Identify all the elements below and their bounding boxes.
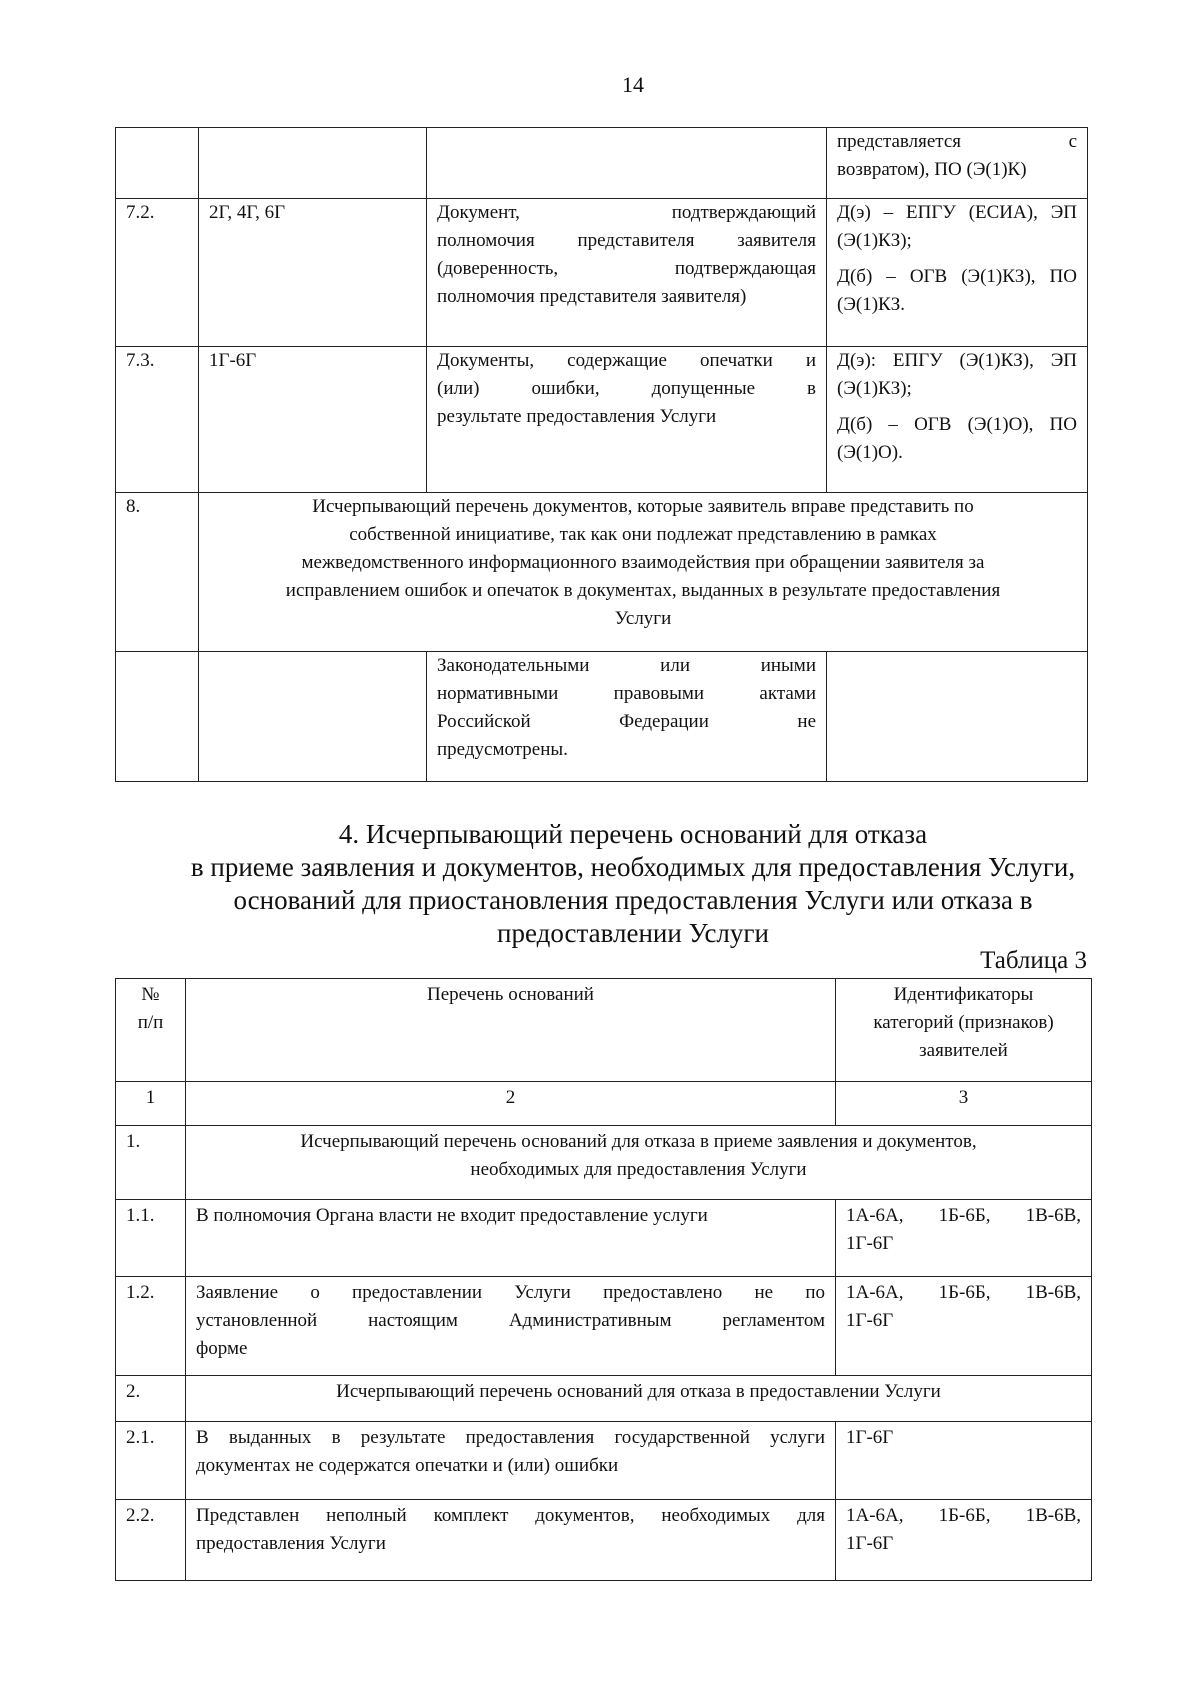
- document-cell: [427, 128, 827, 199]
- table-row: [116, 1277, 1092, 1376]
- applicant-codes-cell: [199, 128, 427, 199]
- text-line: (Э(1)КЗ.: [837, 294, 905, 315]
- header-text: категорий (признаков): [873, 1012, 1054, 1033]
- text-line: Д(б) – ОГВ (Э(1)КЗ), ПО: [837, 266, 1077, 287]
- column-number-row: [116, 1082, 1092, 1126]
- text-line: В выданных в результате предоставления государственной услуги: [196, 1427, 825, 1448]
- column-number-cell: 3: [836, 1082, 1092, 1126]
- text-line: В полномочия Органа власти не входит предоставление услуги: [196, 1205, 708, 1226]
- submission-method-cell: [827, 199, 1088, 347]
- header-row: [116, 979, 1092, 1082]
- identifiers-cell: [836, 1200, 1092, 1277]
- text-line: полномочия представителя заявителя: [437, 230, 816, 251]
- text-line: Представлен неполный комплект документов, необходимых для: [196, 1505, 825, 1526]
- row-number-cell: 1.1.: [116, 1200, 186, 1277]
- text-line: Законодательными или иными: [437, 655, 816, 676]
- header-grounds-cell: Перечень оснований: [186, 979, 836, 1082]
- table-row: [116, 652, 1088, 782]
- text-line: (Э(1)КЗ);: [837, 378, 912, 399]
- table-row: [116, 1500, 1092, 1581]
- section-title-cell: [186, 1126, 1092, 1200]
- grounds-cell: [186, 1500, 836, 1581]
- header-text: №: [141, 984, 160, 1005]
- text-line: предоставления Услуги: [196, 1533, 386, 1554]
- text-line: форме: [196, 1338, 248, 1359]
- text-line: Исчерпывающий перечень оснований для отказа в приеме заявления и документов,: [300, 1131, 977, 1152]
- submission-method-cell: [827, 652, 1088, 782]
- document-cell: [427, 652, 827, 782]
- row-number-cell: 8.: [116, 493, 199, 652]
- text-line: Исчерпывающий перечень оснований для отказа в предоставлении Услуги: [336, 1381, 941, 1402]
- heading-line: предоставлении Услуги: [497, 918, 769, 948]
- header-text: заявителей: [919, 1040, 1008, 1061]
- heading-line: 4. Исчерпывающий перечень оснований для отказа: [338, 819, 928, 849]
- text-line: результате предоставления Услуги: [437, 406, 717, 427]
- header-text: п/п: [137, 1012, 164, 1033]
- text-line: Д(б) – ОГВ (Э(1)О), ПО: [837, 414, 1077, 435]
- text-line: 1Г-6Г: [846, 1310, 894, 1331]
- identifiers-cell: [836, 1500, 1092, 1581]
- text-line: 1А-6А, 1Б-6Б, 1В-6В,: [846, 1282, 1081, 1303]
- text-line: нормативными правовыми актами: [437, 683, 816, 704]
- text-line: 1Г-6Г: [846, 1533, 894, 1554]
- text-line: 1А-6А, 1Б-6Б, 1В-6В,: [846, 1205, 1081, 1226]
- row-number-cell: 1.: [116, 1126, 186, 1200]
- row-number-cell: [116, 652, 199, 782]
- page-number: 14: [622, 72, 644, 97]
- table-caption: Таблица 3: [980, 947, 1087, 974]
- heading-line: оснований для приостановления предоставления Услуги или отказа в: [233, 885, 1033, 915]
- submission-method-cell: [827, 347, 1088, 493]
- section-title-cell: [199, 493, 1088, 652]
- submission-method-cell: [827, 128, 1088, 199]
- row-number-cell: 7.2.: [116, 199, 199, 347]
- text-line: необходимых для предоставления Услуги: [470, 1159, 807, 1180]
- row-number-cell: 7.3.: [116, 347, 199, 493]
- applicant-codes-cell: 2Г, 4Г, 6Г: [199, 199, 427, 347]
- header-text: Идентификаторы: [893, 984, 1034, 1005]
- document-cell: [427, 199, 827, 347]
- text-line: полномочия представителя заявителя): [437, 286, 747, 307]
- text-line: Д(э): ЕПГУ (Э(1)КЗ), ЭП: [837, 350, 1077, 371]
- refusal-grounds-table: [115, 978, 1092, 1581]
- text-line: представляется с: [837, 131, 1077, 152]
- applicant-codes-cell: [199, 652, 427, 782]
- section-row: [116, 1126, 1092, 1200]
- text-line: установленной настоящим Административным регламентом: [196, 1310, 825, 1331]
- column-number-cell: 2: [186, 1082, 836, 1126]
- text-line: предусмотрены.: [437, 739, 568, 760]
- identifiers-cell: [836, 1422, 1092, 1500]
- header-num-cell: [116, 979, 186, 1082]
- row-number-cell: 2.1.: [116, 1422, 186, 1500]
- text-line: исправлением ошибок и опечаток в документах, выданных в результате предоставления: [285, 580, 1001, 601]
- heading-line: в приеме заявления и документов, необходимых для предоставления Услуги,: [190, 852, 1076, 882]
- row-number-cell: 2.2.: [116, 1500, 186, 1581]
- text-line: 1Г-6Г: [846, 1233, 894, 1254]
- row-number-cell: 1.2.: [116, 1277, 186, 1376]
- identifiers-cell: [836, 1277, 1092, 1376]
- section-title-cell: [186, 1376, 1092, 1422]
- text-line: 1А-6А, 1Б-6Б, 1В-6В,: [846, 1505, 1081, 1526]
- text-line: (доверенность, подтверждающая: [437, 258, 816, 279]
- text-line: Российской Федерации не: [437, 711, 816, 732]
- text-line: возвратом), ПО (Э(1)К): [837, 159, 1027, 180]
- row-number-cell: 2.: [116, 1376, 186, 1422]
- grounds-cell: [186, 1200, 836, 1277]
- grounds-cell: [186, 1277, 836, 1376]
- section-row: [116, 493, 1088, 652]
- table-row: [116, 1422, 1092, 1500]
- text-line: (или) ошибки, допущенные в: [437, 378, 816, 399]
- text-line: собственной инициативе, так как они подлежат представлению в рамках: [349, 524, 937, 545]
- text-line: Документы, содержащие опечатки и: [437, 350, 816, 371]
- text-line: документах не содержатся опечатки и (или) ошибки: [196, 1455, 619, 1476]
- table-row: [116, 199, 1088, 347]
- text-line: 1Г-6Г: [846, 1427, 894, 1448]
- text-line: Заявление о предоставлении Услуги предоставлено не по: [196, 1282, 825, 1303]
- grounds-cell: [186, 1422, 836, 1500]
- documents-table: [115, 127, 1088, 782]
- column-number-cell: 1: [116, 1082, 186, 1126]
- section-row: [116, 1376, 1092, 1422]
- section-heading: [0, 818, 1200, 950]
- text-line: (Э(1)О).: [837, 442, 903, 463]
- applicant-codes-cell: 1Г-6Г: [199, 347, 427, 493]
- text-line: Документ, подтверждающий: [437, 202, 816, 223]
- header-identifiers-cell: [836, 979, 1092, 1082]
- document-cell: [427, 347, 827, 493]
- text-line: (Э(1)КЗ);: [837, 230, 912, 251]
- text-line: Д(э) – ЕПГУ (ЕСИА), ЭП: [837, 202, 1077, 223]
- table-row: [116, 128, 1088, 199]
- table-row: [116, 347, 1088, 493]
- text-line: межведомственного информационного взаимодействия при обращении заявителя за: [301, 552, 985, 573]
- text-line: Услуги: [614, 608, 672, 629]
- text-line: Исчерпывающий перечень документов, которые заявитель вправе представить по: [312, 496, 974, 517]
- row-number-cell: [116, 128, 199, 199]
- table-row: [116, 1200, 1092, 1277]
